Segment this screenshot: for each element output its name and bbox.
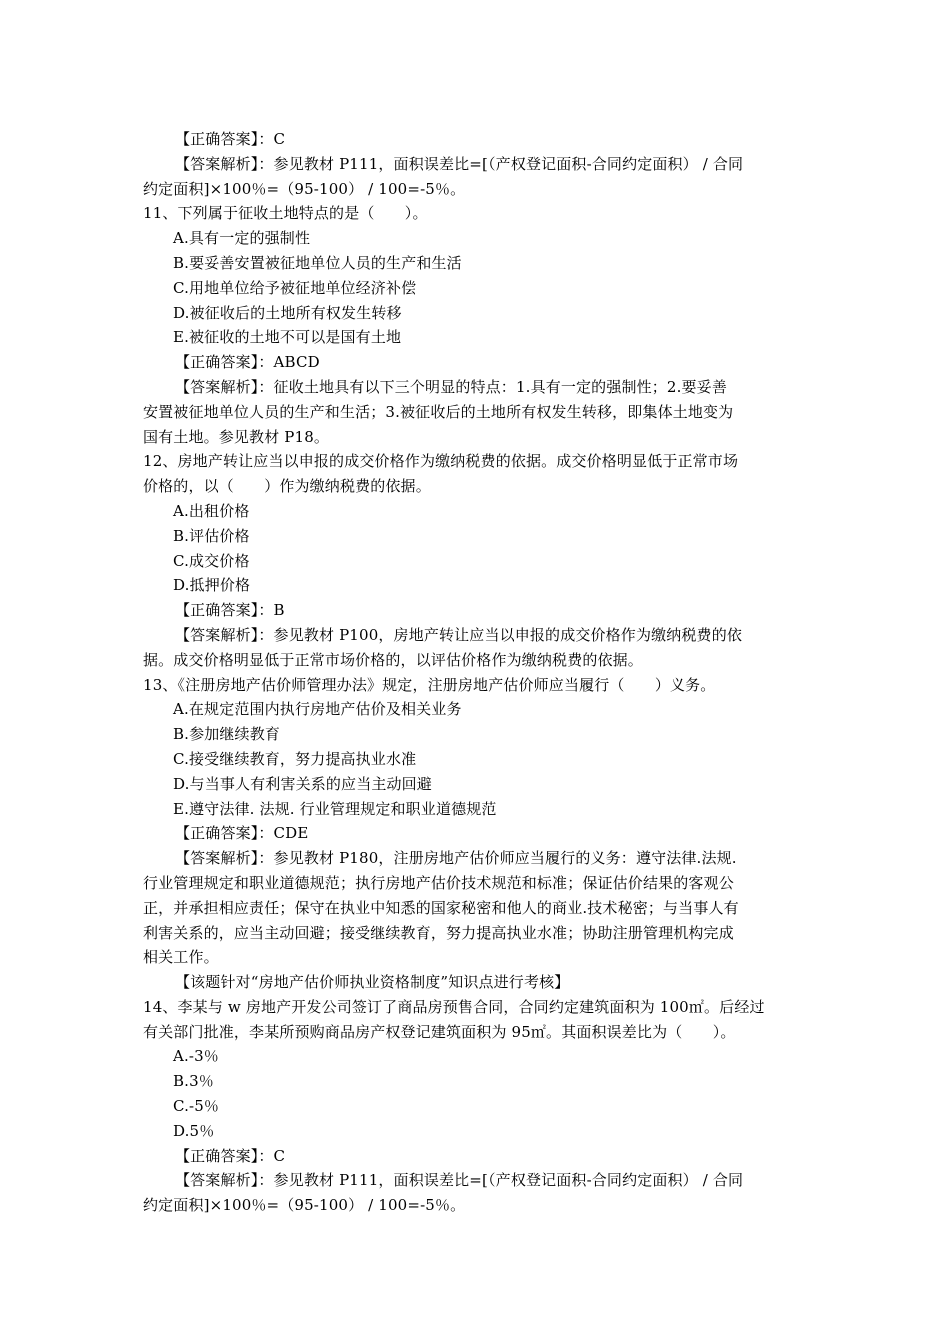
text-line: A.出租价格 — [173, 501, 250, 520]
text-line: C.用地单位给予被征地单位经济补偿 — [173, 278, 417, 297]
text-line: A.具有一定的强制性 — [173, 229, 311, 248]
text-line: E.遵守法律. 法规. 行业管理规定和职业道德规范 — [173, 799, 497, 818]
text-line: 相关工作。 — [143, 948, 219, 967]
text-line: 据。成交价格明显低于正常市场价格的，以评估价格作为缴纳税费的依据。 — [143, 650, 643, 669]
text-line: 14、李某与 w 房地产开发公司签订了商品房预售合同，合同约定建筑面积为 100㎡。后经过 — [143, 997, 765, 1016]
text-line: 【答案解析】：参见教材 P100，房地产转让应当以申报的成交价格作为缴纳税费的依 — [175, 625, 742, 644]
text-line: D.5％ — [173, 1121, 215, 1140]
text-line: A.-3％ — [173, 1047, 219, 1066]
text-line: 【该题针对“房地产估价师执业资格制度”知识点进行考核】 — [175, 973, 570, 992]
text-line: 约定面积]×100％=（95-100） / 100=-5％。 — [143, 179, 466, 198]
text-line: 【答案解析】：参见教材 P180，注册房地产估价师应当履行的义务：遵守法律.法规. — [175, 849, 737, 868]
text-line: 利害关系的，应当主动回避；接受继续教育，努力提高执业水准；协助注册管理机构完成 — [143, 923, 734, 942]
text-line: 【答案解析】：征收土地具有以下三个明显的特点：1.具有一定的强制性；2.要妥善 — [175, 377, 727, 396]
text-line: 约定面积]×100％=（95-100） / 100=-5％。 — [143, 1196, 466, 1215]
text-line: 【正确答案】：C — [175, 1146, 286, 1165]
text-line: C.成交价格 — [173, 551, 250, 570]
text-line: B.参加继续教育 — [173, 725, 280, 744]
text-line: D.抵押价格 — [173, 576, 251, 595]
text-line: 国有土地。参见教材 P18。 — [143, 427, 330, 446]
text-line: 12、房地产转让应当以申报的成交价格作为缴纳税费的依据。成交价格明显低于正常市场 — [143, 452, 739, 471]
text-line: 安置被征地单位人员的生产和生活；3.被征收后的土地所有权发生转移，即集体土地变为 — [143, 402, 734, 421]
text-line: C.-5％ — [173, 1097, 220, 1116]
text-line: 有关部门批准，李某所预购商品房产权登记建筑面积为 95㎡。其面积误差比为（ ）。 — [143, 1022, 736, 1041]
text-line: 【正确答案】：C — [175, 130, 286, 148]
text-line: A.在规定范围内执行房地产估价及相关业务 — [173, 700, 462, 719]
text-line: E.被征收的土地不可以是国有土地 — [173, 328, 402, 347]
text-line: 11、下列属于征收土地特点的是（ ）。 — [143, 204, 428, 223]
text-line: B.3％ — [173, 1072, 214, 1091]
text-line: B.要妥善安置被征地单位人员的生产和生活 — [173, 253, 462, 272]
text-line: 13、《注册房地产估价师管理办法》规定，注册房地产估价师应当履行（ ）义务。 — [143, 675, 716, 694]
text-line: 【答案解析】：参见教材 P111，面积误差比=[（产权登记面积-合同约定面积） / 合同 — [175, 1171, 744, 1190]
text-line: 【答案解析】：参见教材 P111，面积误差比=[（产权登记面积-合同约定面积） / 合同 — [175, 154, 744, 173]
text-line: D.与当事人有利害关系的应当主动回避 — [173, 774, 432, 793]
text-line: D.被征收后的土地所有权发生转移 — [173, 303, 402, 322]
text-line: 正，并承担相应责任；保守在执业中知悉的国家秘密和他人的商业.技术秘密；与当事人有 — [143, 898, 739, 917]
text-line: 【正确答案】：CDE — [175, 824, 309, 843]
text-line: 【正确答案】：B — [175, 601, 285, 620]
document-body — [143, 127, 810, 1218]
text-line: 行业管理规定和职业道德规范；执行房地产估价技术规范和标准；保证估价结果的客观公 — [143, 873, 734, 892]
text-line: B.评估价格 — [173, 526, 250, 545]
text-line: 价格的，以（ ）作为缴纳税费的依据。 — [143, 477, 431, 496]
text-line: C.接受继续教育，努力提高执业水准 — [173, 749, 417, 768]
text-line: 【正确答案】：ABCD — [175, 353, 320, 372]
